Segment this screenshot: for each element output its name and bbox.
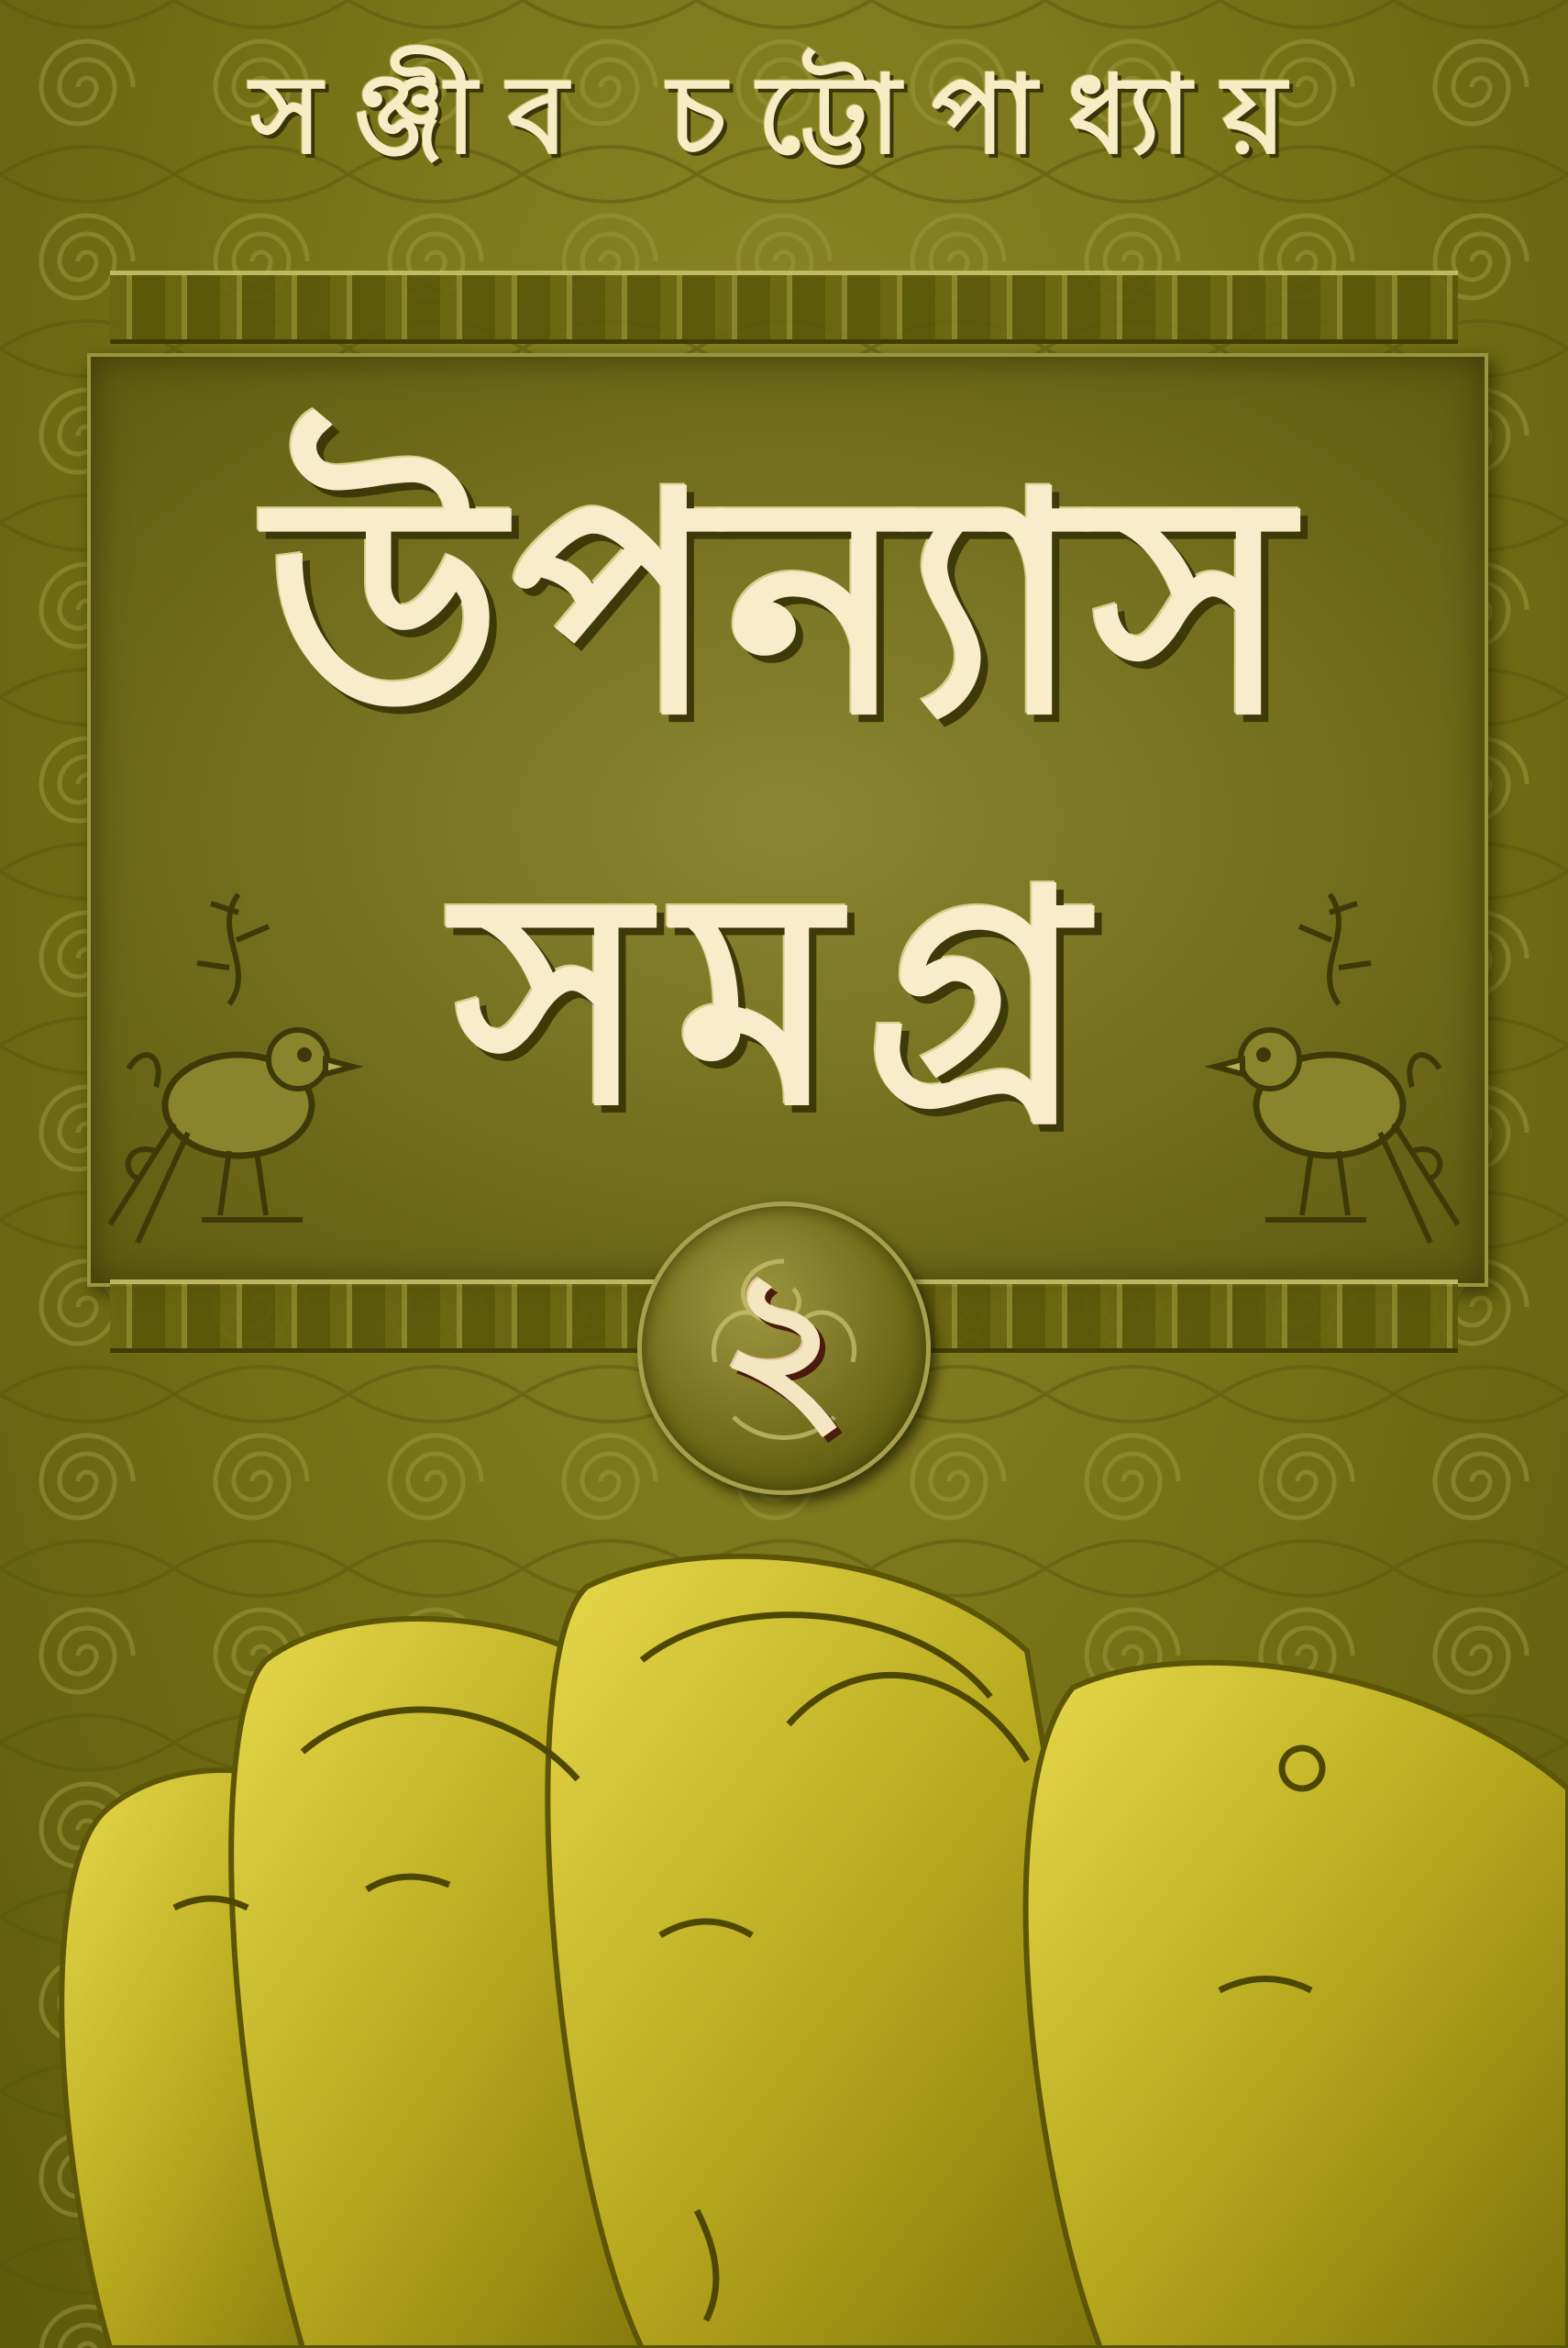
author-name: সঞ্জীব চট্টোপাধ্যায় (250, 50, 1318, 178)
faces-illustration (0, 1513, 1568, 2348)
title-line-2: সমগ্র (454, 829, 1114, 1170)
title-line-1: উপন্যাস (267, 429, 1301, 781)
volume-medallion (637, 1202, 931, 1495)
ornamental-band-top (110, 271, 1458, 344)
volume-number: ২ (718, 1226, 850, 1461)
